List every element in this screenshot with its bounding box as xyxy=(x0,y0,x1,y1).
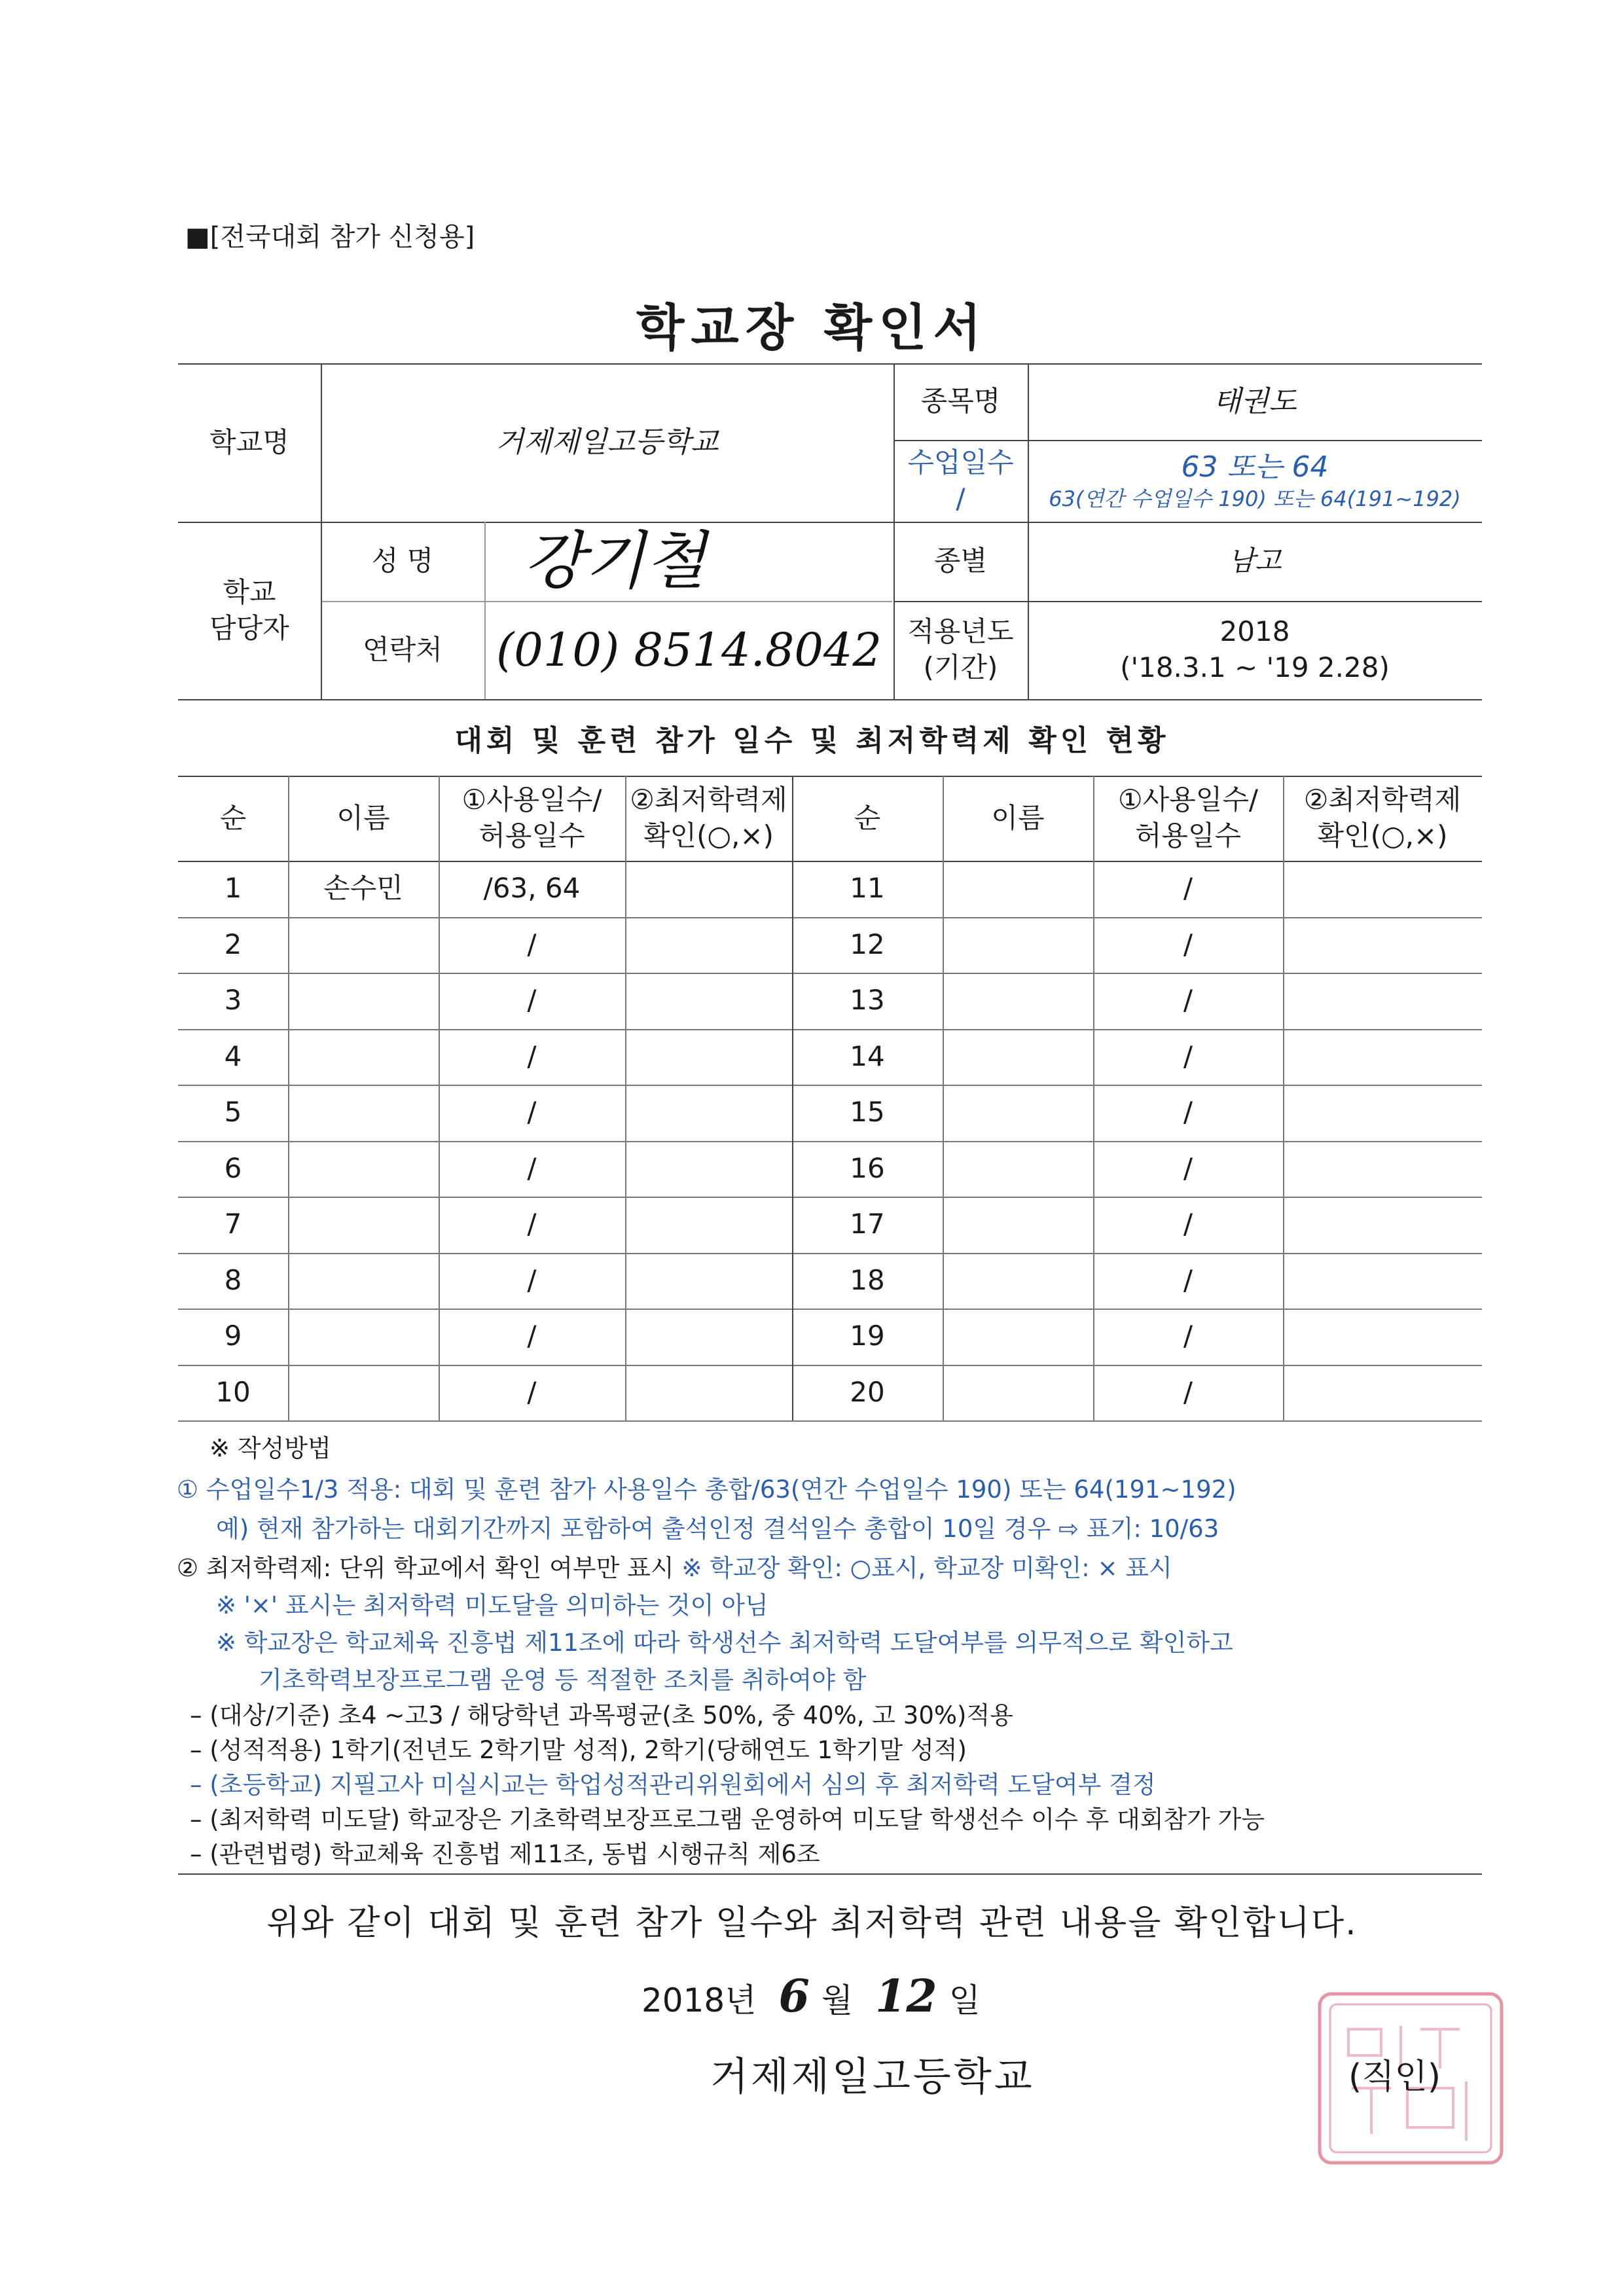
row-number: 16 xyxy=(850,1151,885,1184)
detail-1: – (대상/기준) 초4 ~고3 / 해당학년 과목평균(초 50%, 중 40%, 고 30%)적용 xyxy=(190,1701,1013,1729)
note-4b: 기초학력보장프로그램 운영 등 적절한 조치를 취하여야 함 xyxy=(259,1666,867,1694)
row-name xyxy=(288,1253,439,1309)
table-row-rule xyxy=(178,1420,1482,1422)
row-number: 6 xyxy=(224,1151,242,1184)
row-number: 2 xyxy=(224,928,242,960)
row-name xyxy=(288,917,439,973)
note-3: ※ '×' 표시는 최저학력 미도달을 의미하는 것이 아님 xyxy=(216,1591,768,1619)
row-number: 10 xyxy=(215,1375,251,1408)
row-name xyxy=(288,1085,439,1141)
table-title: 대회 및 훈련 참가 일수 및 최저학력제 확인 현황 xyxy=(454,724,1170,757)
notes-heading: ※ 작성방법 xyxy=(209,1434,331,1462)
school-name-label: 학교명 xyxy=(209,425,289,458)
row-number: 11 xyxy=(850,872,885,905)
row-days: / xyxy=(527,1208,537,1240)
row-days: / xyxy=(1183,1151,1193,1184)
row-name xyxy=(943,1197,1093,1253)
row-days: / xyxy=(1183,1096,1193,1129)
col-header-name: 이름 xyxy=(336,801,390,834)
contact-label: 연락처 xyxy=(363,633,442,666)
row-name xyxy=(288,1365,439,1421)
row-number: 5 xyxy=(224,1096,242,1129)
year-label: 적용년도 (기간) xyxy=(907,615,1014,683)
name-label: 성 명 xyxy=(371,545,434,577)
row-number: 17 xyxy=(850,1208,885,1240)
row-name xyxy=(943,1029,1093,1085)
event-value: 태권도 xyxy=(1213,384,1297,418)
row-number: 19 xyxy=(850,1320,885,1352)
row-check xyxy=(1283,861,1482,917)
category-label: 종별 xyxy=(933,545,988,577)
col-header-check: ②최저학력제 확인(○,×) xyxy=(630,784,787,852)
row-days: / xyxy=(527,1320,537,1352)
row-days: / xyxy=(1183,1320,1193,1352)
detail-3: – (초등학교) 지필고사 미실시교는 학업성적관리위원회에서 심의 후 최저학력 도달여부 결정 xyxy=(190,1771,1156,1799)
row-check xyxy=(1283,1197,1482,1253)
row-check xyxy=(1283,1029,1482,1085)
row-days: / xyxy=(1183,928,1193,960)
row-days: / xyxy=(1183,1208,1193,1240)
col-header-days: ①사용일수/ 허용일수 xyxy=(1117,784,1259,852)
row-check xyxy=(1283,1141,1482,1197)
row-name xyxy=(943,1085,1093,1141)
seal-label: (직인) xyxy=(1348,2057,1441,2097)
row-days: / xyxy=(1183,1039,1193,1072)
row-name xyxy=(943,917,1093,973)
row-check xyxy=(1283,973,1482,1029)
row-number: 14 xyxy=(850,1039,885,1072)
class-days-value: 63 또는 64 63(연간 수업일수 190) 또는 64(191~192) xyxy=(1049,450,1461,512)
row-days: / xyxy=(1183,1375,1193,1408)
issue-date: 2018년 6 월 12 일 xyxy=(641,1970,981,2023)
manager-label: 학교 담당자 xyxy=(209,575,289,644)
row-number: 1 xyxy=(224,872,242,905)
row-check xyxy=(1283,1253,1482,1309)
row-check xyxy=(625,1253,792,1309)
row-check xyxy=(625,861,792,917)
category-value: 남고 xyxy=(1228,545,1282,577)
row-check xyxy=(1283,917,1482,973)
row-name xyxy=(288,973,439,1029)
row-days: / xyxy=(1183,872,1193,905)
row-days: / xyxy=(527,984,537,1017)
row-check xyxy=(1283,1309,1482,1365)
row-days: / xyxy=(527,1039,537,1072)
row-name xyxy=(288,1197,439,1253)
row-number: 13 xyxy=(850,984,885,1017)
row-days: / xyxy=(1183,984,1193,1017)
page-title: 학교장 확인서 xyxy=(636,298,988,357)
row-check xyxy=(625,1197,792,1253)
row-days: / xyxy=(527,1375,537,1408)
row-number: 18 xyxy=(850,1263,885,1296)
row-days: / xyxy=(527,928,537,960)
row-name xyxy=(288,1141,439,1197)
footer-school-name: 거제제일고등학교 xyxy=(710,2054,1035,2100)
form-tag: ■[전국대회 참가 신청용] xyxy=(185,222,475,252)
row-days: / xyxy=(1183,1263,1193,1296)
note-4a: ※ 학교장은 학교체육 진흥법 제11조에 따라 학생선수 최저학력 도달여부를 의무적으로 확인하고 xyxy=(216,1629,1233,1657)
row-name: 손수민 xyxy=(323,872,403,905)
row-number: 12 xyxy=(850,928,885,960)
contact-value: (010) 8514.8042 xyxy=(496,623,882,677)
year-value: 2018 ('18.3.1 ~ '19 2.28) xyxy=(1120,615,1390,683)
class-days-label: 수업일수 / xyxy=(907,446,1014,515)
row-days: / xyxy=(527,1263,537,1296)
row-number: 8 xyxy=(224,1263,242,1296)
col-header-name: 이름 xyxy=(991,801,1045,834)
note-1a: ① 수업일수1/3 적용: 대회 및 훈련 참가 사용일수 총합/63(연간 수업일수 190) 또는 64(191~192) xyxy=(177,1475,1236,1504)
row-name xyxy=(288,1309,439,1365)
row-number: 15 xyxy=(850,1096,885,1129)
note-1b: 예) 현재 참가하는 대회기간까지 포함하여 출석인정 결석일수 총합이 10일 경우 ⇨ 표기: 10/63 xyxy=(216,1515,1219,1543)
row-check xyxy=(625,1141,792,1197)
col-header-check: ②최저학력제 확인(○,×) xyxy=(1303,784,1462,852)
manager-name-signature: 강기철 xyxy=(524,524,706,598)
row-name xyxy=(943,1309,1093,1365)
row-check xyxy=(625,1309,792,1365)
event-label: 종목명 xyxy=(920,385,1001,418)
row-days: / xyxy=(527,1151,537,1184)
row-name xyxy=(288,1029,439,1085)
row-number: 9 xyxy=(224,1320,242,1352)
row-number: 20 xyxy=(850,1375,885,1408)
row-name xyxy=(943,1365,1093,1421)
col-header-days: ①사용일수/ 허용일수 xyxy=(461,784,602,852)
row-check xyxy=(625,1365,792,1421)
row-check xyxy=(625,973,792,1029)
row-number: 4 xyxy=(224,1039,242,1072)
row-number: 7 xyxy=(224,1208,242,1240)
row-check xyxy=(625,917,792,973)
col-header-no: 순 xyxy=(219,801,247,834)
row-check xyxy=(1283,1085,1482,1141)
detail-2: – (성적적용) 1학기(전년도 2학기말 성적), 2학기(당해연도 1학기말 성적) xyxy=(190,1736,967,1764)
school-name-value: 거제제일고등학교 xyxy=(496,425,719,460)
detail-4: – (최저학력 미도달) 학교장은 기초학력보장프로그램 운영하여 미도달 학생선수 이수 후 대회참가 가능 xyxy=(190,1805,1265,1834)
note-2: ② 최저학력제: 단위 학교에서 확인 여부만 표시 ※ 학교장 확인: ○표시, 학교장 미확인: × 표시 xyxy=(177,1554,1172,1582)
detail-5: – (관련법령) 학교체육 진흥법 제11조, 동법 시행규칙 제6조 xyxy=(190,1840,820,1868)
row-name xyxy=(943,973,1093,1029)
row-name xyxy=(943,1141,1093,1197)
row-check xyxy=(1283,1365,1482,1421)
confirm-statement: 위와 같이 대회 및 훈련 참가 일수와 최저학력 관련 내용을 확인합니다. xyxy=(266,1904,1358,1943)
row-days: / xyxy=(527,1096,537,1129)
col-header-no: 순 xyxy=(854,801,881,834)
row-check xyxy=(625,1029,792,1085)
row-days: /63, 64 xyxy=(483,872,581,905)
row-check xyxy=(625,1085,792,1141)
row-name xyxy=(943,861,1093,917)
row-number: 3 xyxy=(224,984,242,1017)
row-name xyxy=(943,1253,1093,1309)
